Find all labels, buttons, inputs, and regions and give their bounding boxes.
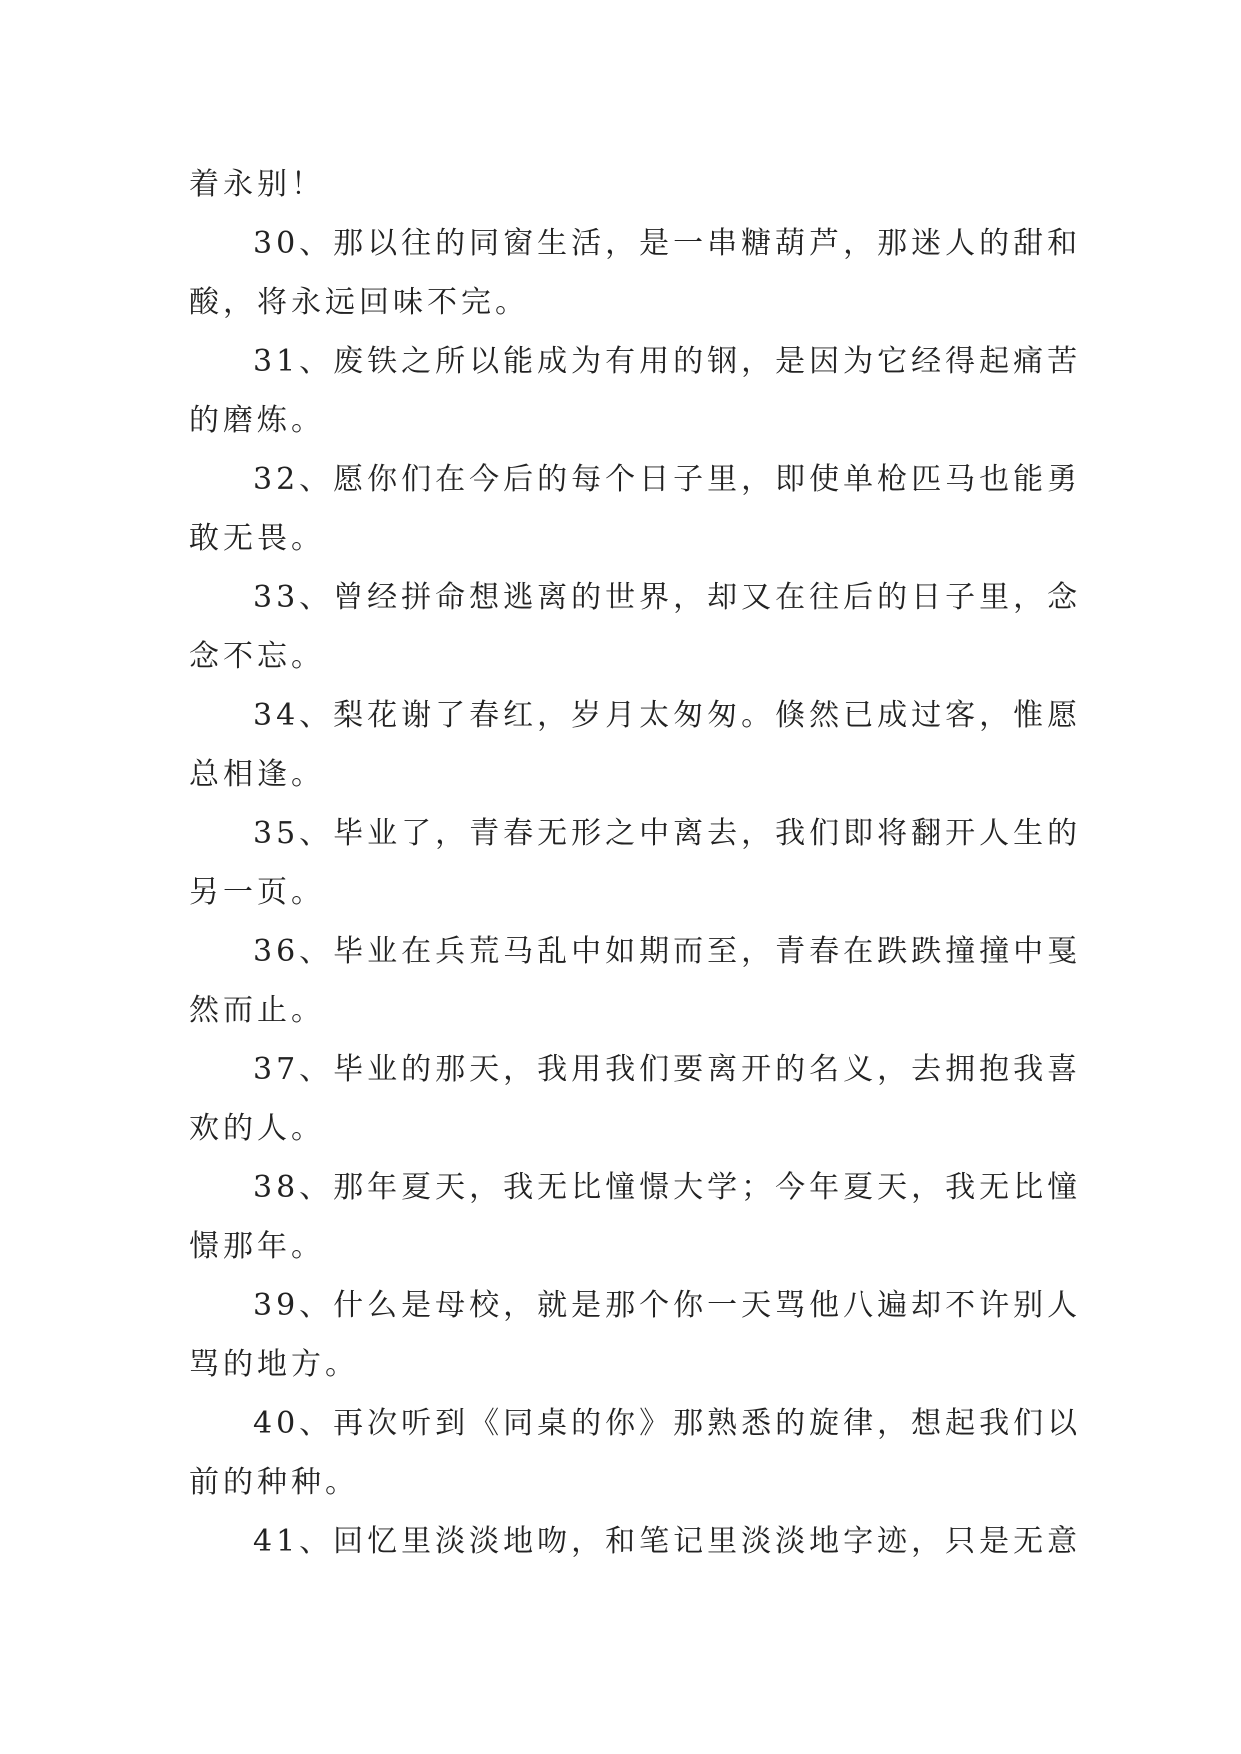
list-item-38 xyxy=(189,1158,1082,1276)
document-body xyxy=(189,155,1082,1571)
list-item-39 xyxy=(189,1276,1082,1394)
list-item-35 xyxy=(189,804,1082,922)
list-item-36 xyxy=(189,922,1082,1040)
item-first-line: 41、回忆里淡淡地吻，和笔记里淡淡地字迹，只是无意 xyxy=(253,1524,1082,1559)
item-continuation-line: 的磨炼。 xyxy=(189,403,325,438)
item-continuation-line: 敢无畏。 xyxy=(189,521,325,556)
list-item-32 xyxy=(189,450,1082,568)
item-first-line: 37、毕业的那天，我用我们要离开的名义，去拥抱我喜 xyxy=(253,1052,1082,1087)
item-first-line: 36、毕业在兵荒马乱中如期而至，青春在跌跌撞撞中戛 xyxy=(253,934,1082,969)
list-item-33 xyxy=(189,568,1082,686)
item-first-line: 35、毕业了，青春无形之中离去，我们即将翻开人生的 xyxy=(253,816,1082,851)
item-first-line: 34、梨花谢了春红，岁月太匆匆。倏然已成过客，惟愿 xyxy=(253,698,1082,733)
item-first-line: 32、愿你们在今后的每个日子里，即使单枪匹马也能勇 xyxy=(253,462,1082,497)
item-first-line: 39、什么是母校，就是那个你一天骂他八遍却不许别人 xyxy=(253,1288,1082,1323)
list-item-34 xyxy=(189,686,1082,804)
item-continuation-line: 总相逢。 xyxy=(189,757,325,792)
item-first-line: 38、那年夏天，我无比憧憬大学；今年夏天，我无比憧 xyxy=(253,1170,1082,1205)
list-item-40 xyxy=(189,1394,1082,1512)
lead-continuation-line: 着永别！ xyxy=(189,167,325,202)
item-continuation-line: 欢的人。 xyxy=(189,1111,325,1146)
item-continuation-line: 憬那年。 xyxy=(189,1229,325,1264)
item-continuation-line: 然而止。 xyxy=(189,993,325,1028)
item-continuation-line: 另一页。 xyxy=(189,875,325,910)
list-item-30 xyxy=(189,214,1082,332)
item-first-line: 30、那以往的同窗生活，是一串糖葫芦，那迷人的甜和 xyxy=(253,226,1082,261)
list-item-37 xyxy=(189,1040,1082,1158)
list-item-41 xyxy=(189,1512,1082,1571)
item-first-line: 31、废铁之所以能成为有用的钢，是因为它经得起痛苦 xyxy=(253,344,1082,379)
item-continuation-line: 前的种种。 xyxy=(189,1465,359,1500)
item-first-line: 40、再次听到《同桌的你》那熟悉的旋律，想起我们以 xyxy=(253,1406,1082,1441)
item-continuation-line: 念不忘。 xyxy=(189,639,325,674)
item-continuation-line: 骂的地方。 xyxy=(189,1347,359,1382)
item-first-line: 33、曾经拼命想逃离的世界，却又在往后的日子里，念 xyxy=(253,580,1082,615)
list-item-31 xyxy=(189,332,1082,450)
item-continuation-line: 酸，将永远回味不完。 xyxy=(189,285,529,320)
